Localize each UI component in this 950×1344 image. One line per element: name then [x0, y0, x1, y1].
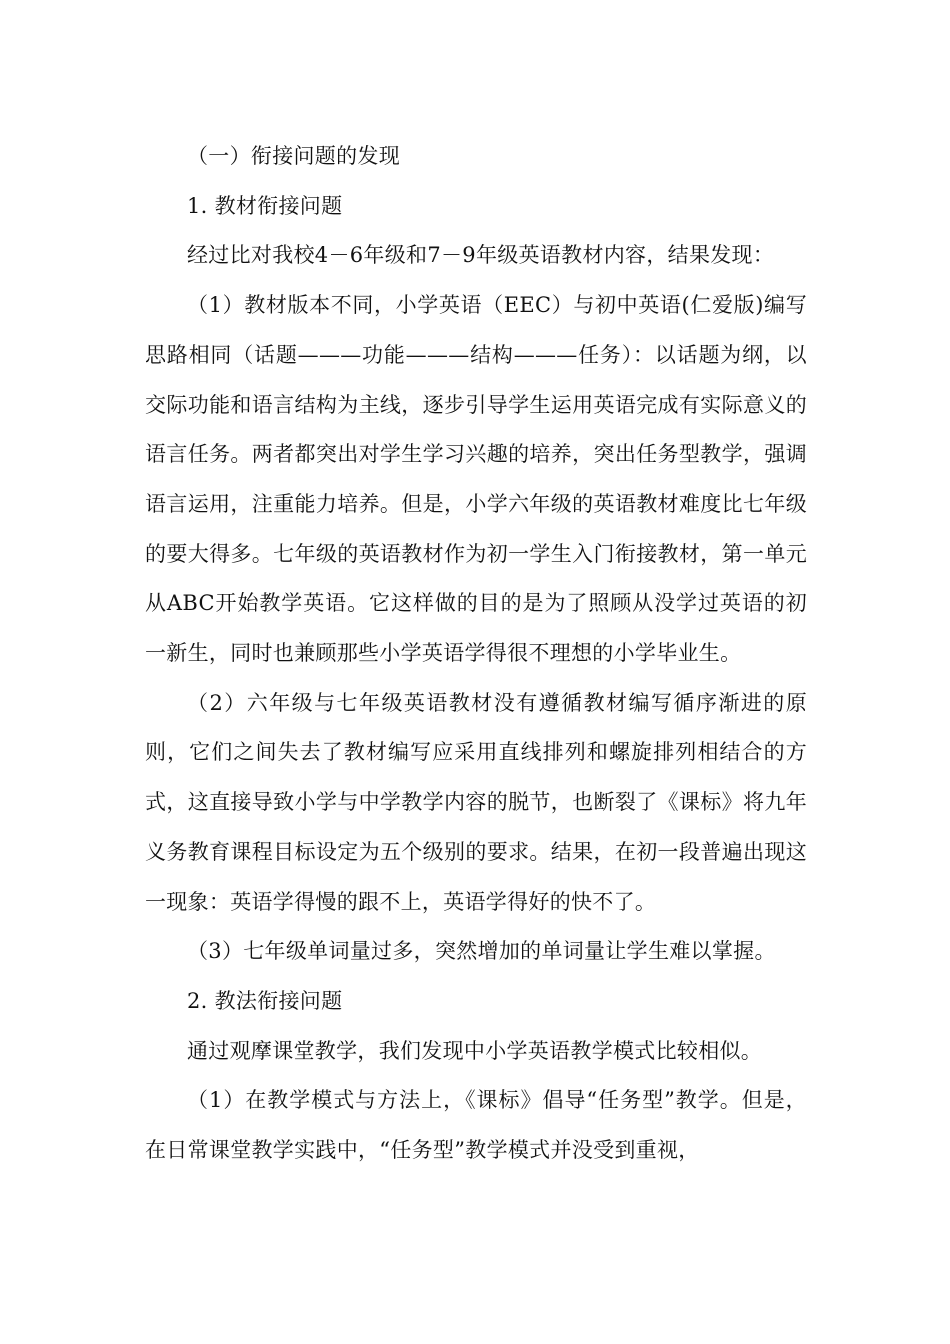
document-body — [145, 132, 807, 1176]
subheading-textbook-connection: 1. 教材衔接问题 — [187, 193, 343, 218]
paragraph-point-1: （1）教材版本不同，小学英语（EEC）与初中英语(仁爱版)编写思路相同（话题———功能———结构———任务）：以话题为纲，以交际功能和语言结构为主线，逐步引导学生运用英语完成有实际意义的语言任务。两者都突出对学生学习兴趣的培养，突出任务型教学，强调语言运用，注重能力培养。但是，小学六年级的英语教材难度比七年级的要大得多。七年级的英语教材作为初一学生入门衔接教材，第一单元从ABC开始教学英语。它这样做的目的是为了照顾从没学过英语的初一新生，同时也兼顾那些小学英语学得很不理想的小学毕业生。 — [145, 293, 807, 666]
section-heading: （一）衔接问题的发现 — [187, 144, 400, 168]
paragraph-intro-comparison: 经过比对我校4－6年级和7－9年级英语教材内容，结果发现： — [187, 243, 775, 268]
paragraph-point-3: （3）七年级单词量过多，突然增加的单词量让学生难以掌握。 — [187, 939, 776, 964]
subheading-teaching-method: 2. 教法衔接问题 — [187, 988, 343, 1013]
paragraph-point-2: （2）六年级与七年级英语教材没有遵循教材编写循序渐进的原则，它们之间失去了教材编写应采用直线排列和螺旋排列相结合的方式，这直接导致小学与中学教学内容的脱节，也断裂了《课标》将九年义务教育课程目标设定为五个级别的要求。结果，在初一段普遍出现这一现象：英语学得慢的跟不上，英语学得好的快不了。 — [145, 690, 807, 914]
paragraph-method-point-1: （1）在教学模式与方法上，《课标》倡导“任务型”教学。但是，在日常课堂教学实践中，“任务型”教学模式并没受到重视， — [145, 1088, 807, 1163]
paragraph-intro-observation: 通过观摩课堂教学，我们发现中小学英语教学模式比较相似。 — [187, 1038, 763, 1063]
